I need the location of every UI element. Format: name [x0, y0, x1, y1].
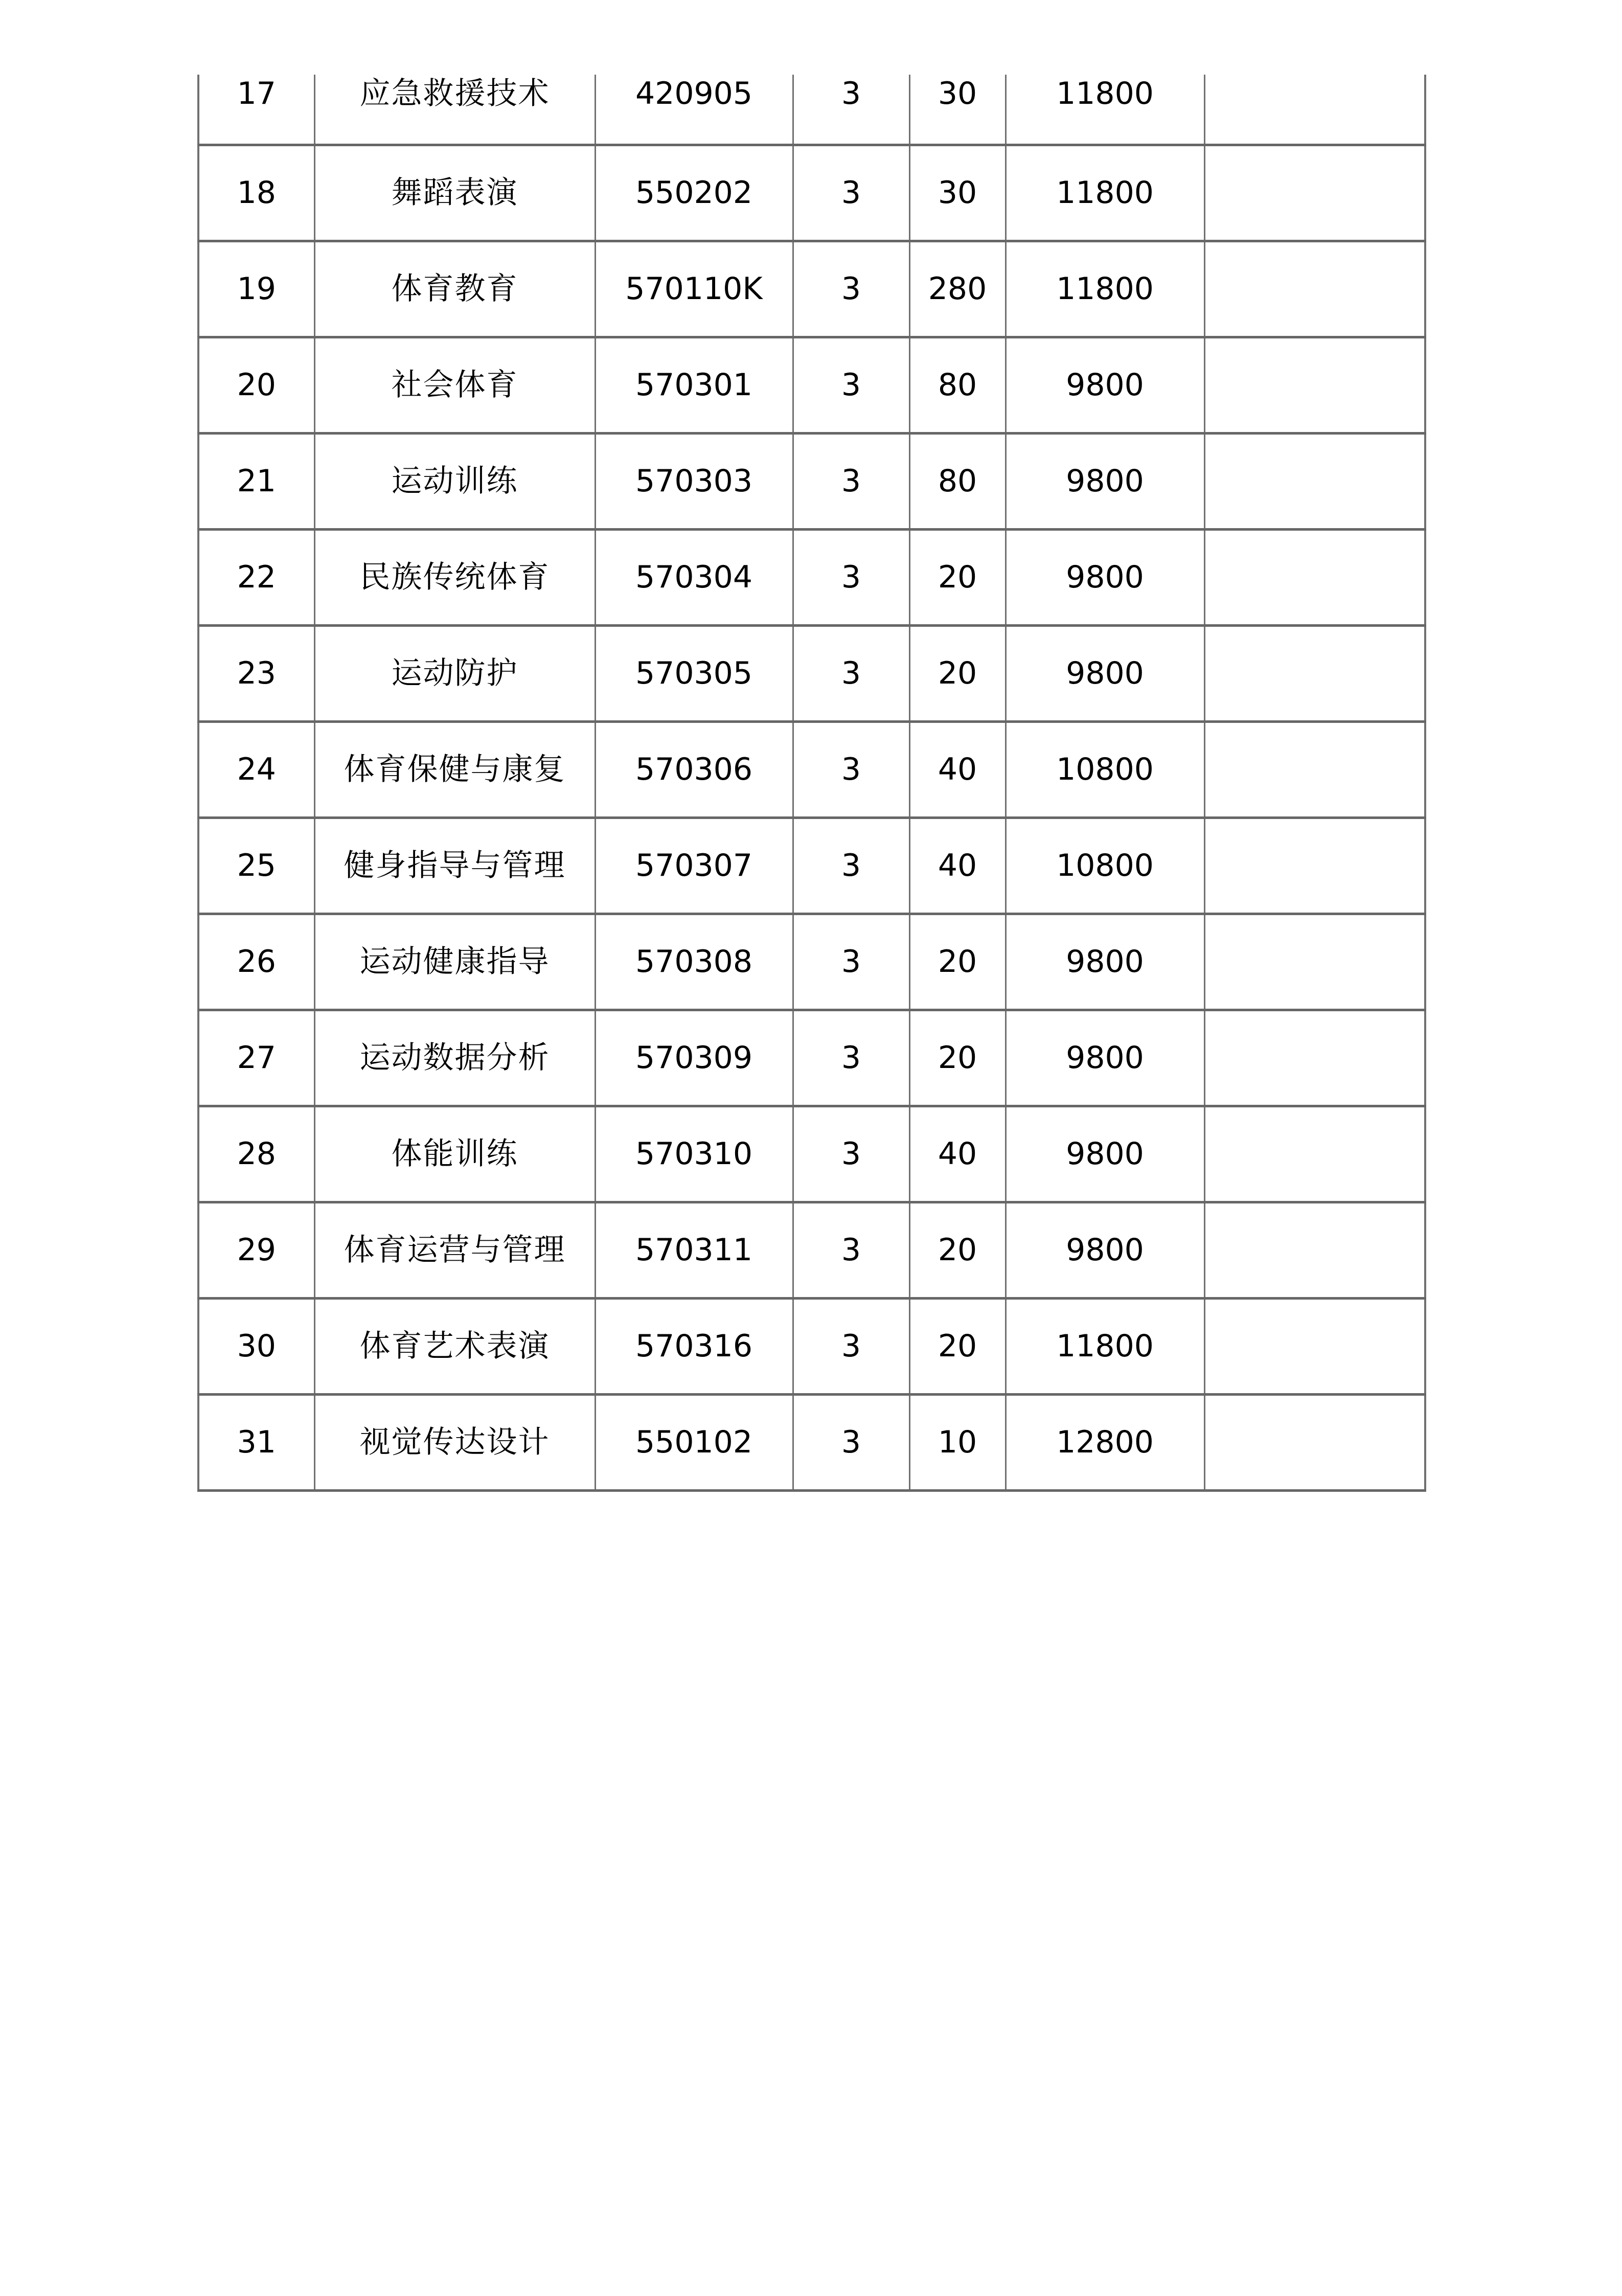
- duration-cell: 3: [793, 433, 909, 529]
- plan-count-cell: 40: [909, 817, 1006, 914]
- tuition-fee-cell: 11800: [1006, 241, 1204, 337]
- note-cell: [1204, 817, 1425, 914]
- note-cell: [1204, 625, 1425, 721]
- note-cell: [1204, 1202, 1425, 1298]
- note-cell: [1204, 1010, 1425, 1106]
- duration-cell: 3: [793, 914, 909, 1010]
- major-code-cell: 570301: [595, 337, 793, 433]
- major-code-cell: 420905: [595, 75, 793, 145]
- duration-cell: 3: [793, 721, 909, 817]
- tuition-fee-cell: 9800: [1006, 625, 1204, 721]
- major-code-cell: 570311: [595, 1202, 793, 1298]
- table-row: [198, 914, 1425, 1010]
- plan-count-cell: 80: [909, 337, 1006, 433]
- duration-cell: 3: [793, 1394, 909, 1490]
- row-number-cell: 17: [198, 75, 314, 145]
- note-cell: [1204, 241, 1425, 337]
- plan-count-cell: 20: [909, 1010, 1006, 1106]
- plan-count-cell: 280: [909, 241, 1006, 337]
- note-cell: [1204, 337, 1425, 433]
- note-cell: [1204, 1394, 1425, 1490]
- tuition-fee-cell: 9800: [1006, 1106, 1204, 1202]
- major-code-cell: 570308: [595, 914, 793, 1010]
- major-name-cell: 舞蹈表演: [314, 145, 595, 241]
- note-cell: [1204, 914, 1425, 1010]
- tuition-fee-cell: 9800: [1006, 433, 1204, 529]
- tuition-fee-cell: 10800: [1006, 817, 1204, 914]
- major-name-cell: 体育保健与康复: [314, 721, 595, 817]
- plan-count-cell: 30: [909, 75, 1006, 145]
- row-number-cell: 21: [198, 433, 314, 529]
- table-row: [198, 1394, 1425, 1490]
- major-code-cell: 550102: [595, 1394, 793, 1490]
- plan-count-cell: 10: [909, 1394, 1006, 1490]
- major-code-cell: 570303: [595, 433, 793, 529]
- major-code-cell: 570307: [595, 817, 793, 914]
- major-name-cell: 民族传统体育: [314, 529, 595, 625]
- major-name-cell: 运动防护: [314, 625, 595, 721]
- table-row: [198, 817, 1425, 914]
- plan-count-cell: 40: [909, 1106, 1006, 1202]
- duration-cell: 3: [793, 1010, 909, 1106]
- table-row: [198, 145, 1425, 241]
- table-row: [198, 529, 1425, 625]
- major-code-cell: 570316: [595, 1298, 793, 1394]
- tuition-fee-cell: 9800: [1006, 337, 1204, 433]
- tuition-fee-cell: 10800: [1006, 721, 1204, 817]
- row-number-cell: 18: [198, 145, 314, 241]
- tuition-fee-cell: 11800: [1006, 145, 1204, 241]
- duration-cell: 3: [793, 1298, 909, 1394]
- note-cell: [1204, 1106, 1425, 1202]
- duration-cell: 3: [793, 529, 909, 625]
- row-number-cell: 26: [198, 914, 314, 1010]
- note-cell: [1204, 433, 1425, 529]
- plan-count-cell: 20: [909, 625, 1006, 721]
- table-row: [198, 241, 1425, 337]
- table-row: [198, 1298, 1425, 1394]
- major-code-cell: 570110K: [595, 241, 793, 337]
- duration-cell: 3: [793, 1106, 909, 1202]
- plan-count-cell: 20: [909, 914, 1006, 1010]
- major-code-cell: 570310: [595, 1106, 793, 1202]
- table-row: [198, 721, 1425, 817]
- plan-count-cell: 30: [909, 145, 1006, 241]
- tuition-fee-cell: 9800: [1006, 529, 1204, 625]
- major-name-cell: 运动数据分析: [314, 1010, 595, 1106]
- major-name-cell: 体育艺术表演: [314, 1298, 595, 1394]
- note-cell: [1204, 145, 1425, 241]
- major-code-cell: 570304: [595, 529, 793, 625]
- major-name-cell: 社会体育: [314, 337, 595, 433]
- row-number-cell: 20: [198, 337, 314, 433]
- note-cell: [1204, 75, 1425, 145]
- major-code-cell: 570305: [595, 625, 793, 721]
- row-number-cell: 25: [198, 817, 314, 914]
- major-code-cell: 570309: [595, 1010, 793, 1106]
- row-number-cell: 19: [198, 241, 314, 337]
- plan-count-cell: 20: [909, 1202, 1006, 1298]
- major-name-cell: 体育教育: [314, 241, 595, 337]
- major-name-cell: 体能训练: [314, 1106, 595, 1202]
- row-number-cell: 27: [198, 1010, 314, 1106]
- plan-count-cell: 80: [909, 433, 1006, 529]
- duration-cell: 3: [793, 241, 909, 337]
- duration-cell: 3: [793, 625, 909, 721]
- major-code-cell: 550202: [595, 145, 793, 241]
- row-number-cell: 30: [198, 1298, 314, 1394]
- table-row: [198, 625, 1425, 721]
- enrollment-plan-table: [197, 75, 1426, 1492]
- table-row: [198, 1010, 1425, 1106]
- table-row: [198, 75, 1425, 145]
- duration-cell: 3: [793, 337, 909, 433]
- tuition-fee-cell: 11800: [1006, 1298, 1204, 1394]
- tuition-fee-cell: 9800: [1006, 1202, 1204, 1298]
- duration-cell: 3: [793, 75, 909, 145]
- major-name-cell: 运动训练: [314, 433, 595, 529]
- row-number-cell: 24: [198, 721, 314, 817]
- major-name-cell: 应急救援技术: [314, 75, 595, 145]
- tuition-fee-cell: 9800: [1006, 1010, 1204, 1106]
- plan-count-cell: 20: [909, 1298, 1006, 1394]
- table-row: [198, 337, 1425, 433]
- major-code-cell: 570306: [595, 721, 793, 817]
- table-row: [198, 433, 1425, 529]
- tuition-fee-cell: 11800: [1006, 75, 1204, 145]
- row-number-cell: 23: [198, 625, 314, 721]
- major-name-cell: 体育运营与管理: [314, 1202, 595, 1298]
- major-name-cell: 视觉传达设计: [314, 1394, 595, 1490]
- duration-cell: 3: [793, 1202, 909, 1298]
- note-cell: [1204, 721, 1425, 817]
- table-row: [198, 1202, 1425, 1298]
- row-number-cell: 31: [198, 1394, 314, 1490]
- tuition-fee-cell: 12800: [1006, 1394, 1204, 1490]
- duration-cell: 3: [793, 145, 909, 241]
- table-row: [198, 1106, 1425, 1202]
- major-name-cell: 运动健康指导: [314, 914, 595, 1010]
- major-name-cell: 健身指导与管理: [314, 817, 595, 914]
- row-number-cell: 29: [198, 1202, 314, 1298]
- plan-count-cell: 20: [909, 529, 1006, 625]
- duration-cell: 3: [793, 817, 909, 914]
- tuition-fee-cell: 9800: [1006, 914, 1204, 1010]
- row-number-cell: 22: [198, 529, 314, 625]
- note-cell: [1204, 1298, 1425, 1394]
- plan-count-cell: 40: [909, 721, 1006, 817]
- row-number-cell: 28: [198, 1106, 314, 1202]
- note-cell: [1204, 529, 1425, 625]
